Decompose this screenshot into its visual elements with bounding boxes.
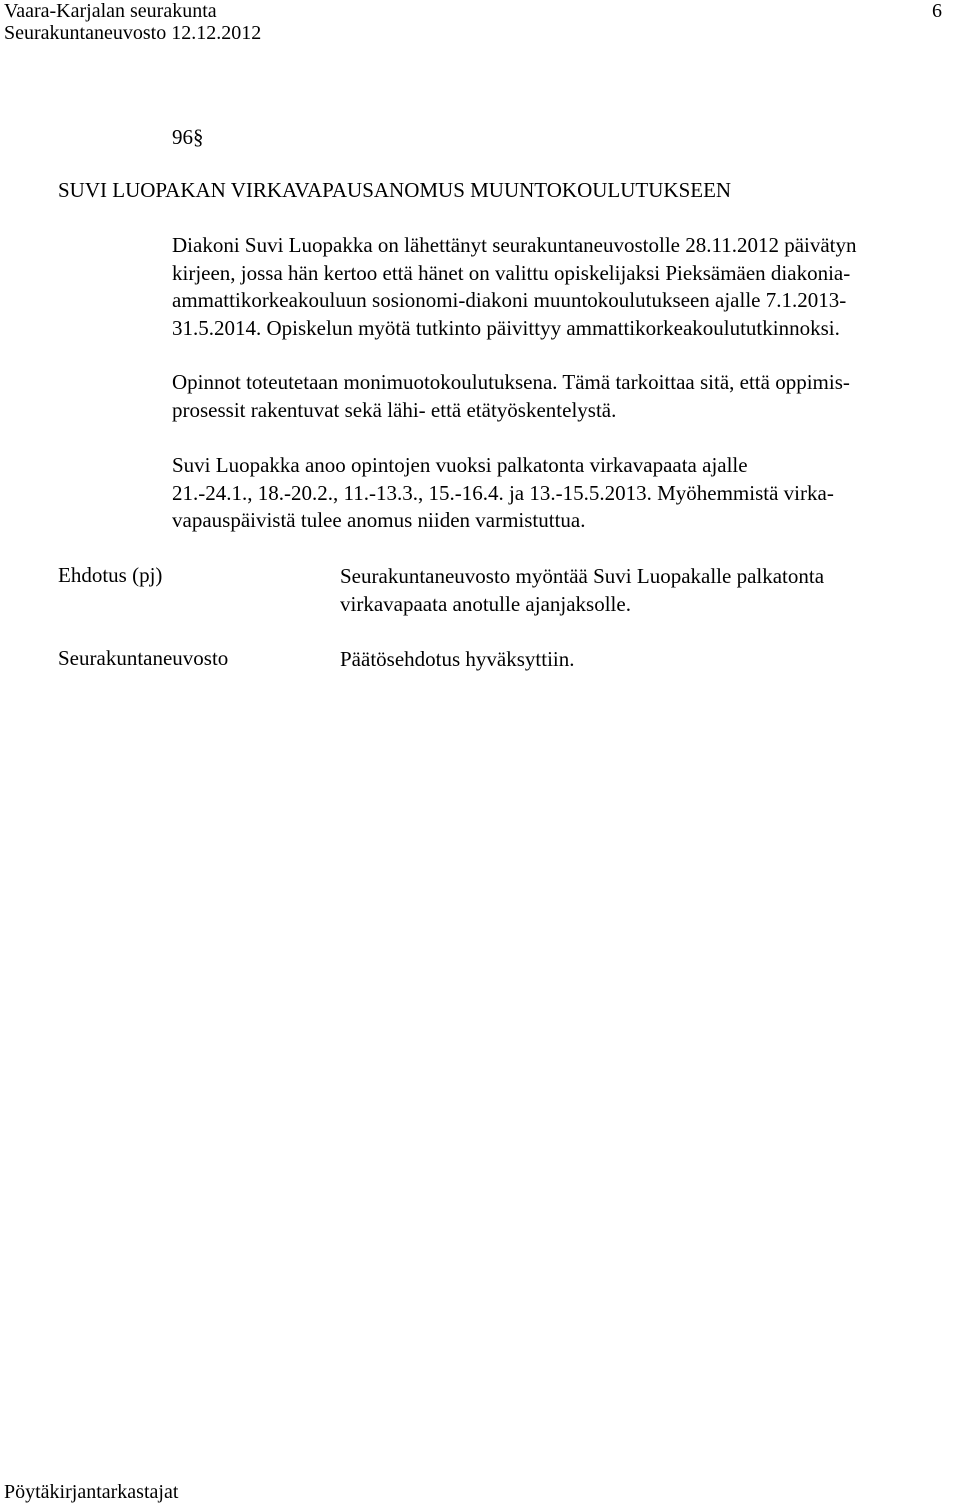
paragraph-leave-request <box>172 452 947 535</box>
paragraph-line: ammattikorkeakouluun sosionomi-diakoni muuntokoulutukseen ajalle 7.1.2013- <box>172 288 847 312</box>
paragraph-line: 21.-24.1., 18.-20.2., 11.-13.3., 15.-16.4. ja 13.-15.5.2013. Myöhemmistä virka- <box>172 480 834 505</box>
paragraph-line: Opinnot toteutetaan monimuotokoulutuksena. Tämä tarkoittaa sitä, että oppimis- <box>172 370 850 394</box>
proposal-line: virkavapaata anotulle ajanjaksolle. <box>340 591 631 616</box>
section-sign-icon: § <box>193 125 204 149</box>
proposal-text <box>340 563 940 618</box>
proposal-label: Ehdotus (pj) <box>58 563 163 587</box>
paragraph-line: vapauspäivistä tulee anomus niiden varmistuttua. <box>172 508 586 532</box>
header-organization: Vaara-Karjalan seurakunta <box>4 0 217 22</box>
page-number: 6 <box>932 0 942 22</box>
paragraph-line: Diakoni Suvi Luopakka on lähettänyt seurakuntaneuvostolle 28.11.2012 päivätyn <box>172 233 857 257</box>
proposal-line: Seurakuntaneuvosto myöntää Suvi Luopakalle palkatonta <box>340 564 825 588</box>
footer-minutes-checkers: Pöytäkirjantarkastajat <box>4 1481 179 1503</box>
section-number <box>172 125 204 150</box>
paragraph-line: prosessit rakentuvat sekä lähi- että etätyöskentelystä. <box>172 397 617 422</box>
header-meeting: Seurakuntaneuvosto 12.12.2012 <box>4 22 262 44</box>
section-title: SUVI LUOPAKAN VIRKAVAPAUSANOMUS MUUNTOKOULUTUKSEEN <box>58 178 732 202</box>
paragraph-studies <box>172 369 947 424</box>
paragraph-application <box>172 232 947 342</box>
decision-text: Päätösehdotus hyväksyttiin. <box>340 647 575 671</box>
section-number-value: 96 <box>172 125 193 149</box>
paragraph-line: 31.5.2014. Opiskelun myötä tutkinto päivittyy ammattikorkeakoulututkinnoksi. <box>172 315 840 340</box>
paragraph-line: kirjeen, jossa hän kertoo että hänet on valittu opiskelijaksi Pieksämäen diakonia- <box>172 260 851 285</box>
decision-label: Seurakuntaneuvosto <box>58 646 229 670</box>
paragraph-line: Suvi Luopakka anoo opintojen vuoksi palkatonta virkavapaata ajalle <box>172 453 748 477</box>
